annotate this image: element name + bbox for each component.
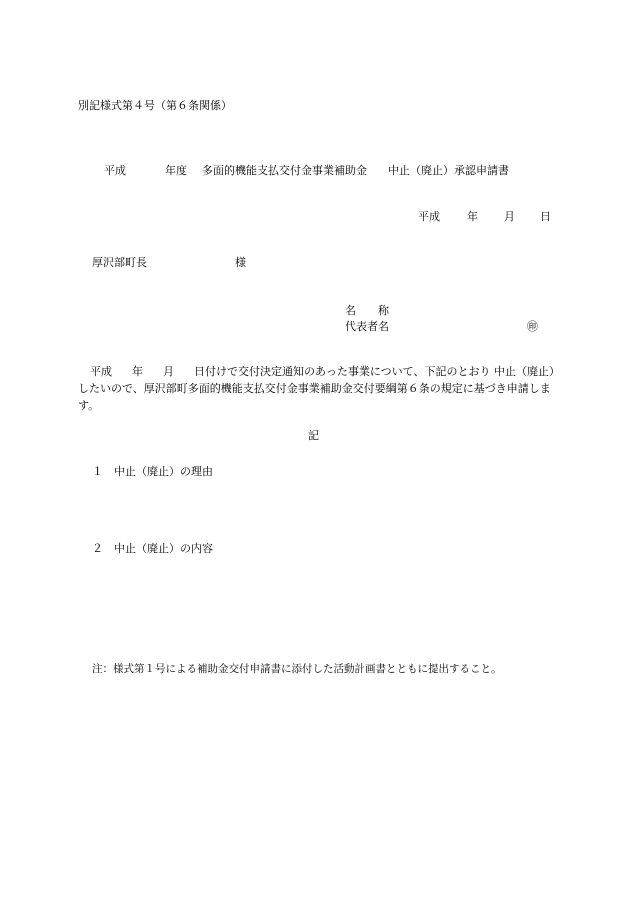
date-era: 平成 <box>418 210 440 223</box>
title-action: 中止（廃止）承認申請書 <box>388 164 509 177</box>
footnote: 注：様式第１号による補助金交付申請書に添付した活動計画書とともに提出すること。 <box>92 663 502 675</box>
addressee-name: 厚沢部町長 <box>92 256 147 269</box>
title-subject: 多面的機能支払交付金事業補助金 <box>202 164 367 177</box>
seal-mark: ㊞ <box>527 320 538 333</box>
item-number: ２ <box>92 542 103 555</box>
item-number: １ <box>92 465 103 478</box>
item-label: 中止（廃止）の理由 <box>114 465 213 478</box>
title-era: 平成 <box>104 164 126 177</box>
body-text: 日付けで交付決定通知のあった事業について、下記のとおり 中止（廃止）したいので、厚沢部町多面的機能支払交付金事業補助金交付要綱第６条の規定に基づき申請します。 <box>78 365 555 412</box>
date-day: 日 <box>540 210 551 223</box>
applicant-block <box>0 303 630 343</box>
body-month: 月 <box>163 365 174 378</box>
item-label: 中止（廃止）の内容 <box>114 542 213 555</box>
addressee-honorific: 様 <box>235 256 246 269</box>
applicant-name-label: 名 称 <box>345 304 389 317</box>
item-reason <box>92 464 213 481</box>
date-year: 年 <box>467 210 478 223</box>
ki-heading: 記 <box>308 429 319 442</box>
date-month: 月 <box>504 210 515 223</box>
applicant-rep-label: 代表者名 <box>345 320 389 333</box>
title-year-suffix: 年度 <box>165 164 187 177</box>
form-label: 別記様式第４号（第６条関係） <box>78 99 232 112</box>
body-era: 平成 <box>90 365 112 378</box>
item-content <box>92 541 213 558</box>
request-body <box>78 363 556 414</box>
body-year: 年 <box>132 365 143 378</box>
